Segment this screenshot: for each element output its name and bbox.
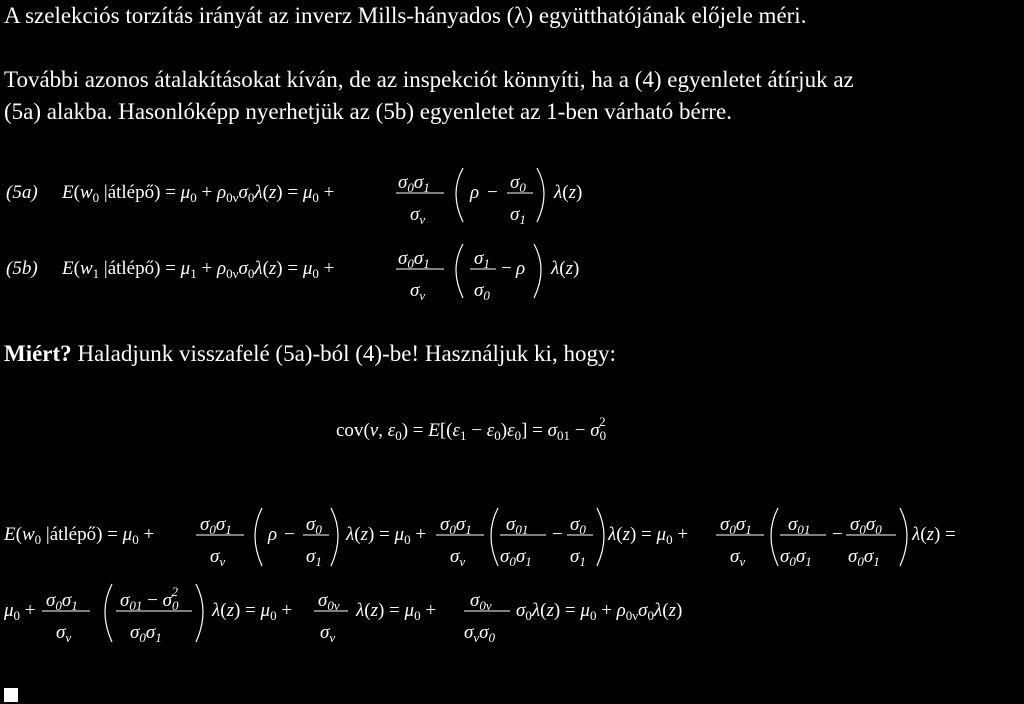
svg-text:σ0σ1: $\sigma_0\sigma_1$ xyxy=(130,622,162,645)
svg-text:σ0ν: $\sigma_{0\nu}$ xyxy=(318,590,340,613)
svg-text:λ(z) = μ0 +: $\lambda(z) = \mu_0$ + xyxy=(356,600,437,623)
svg-text:−: − xyxy=(832,524,843,545)
svg-text:σ0: $\sigma_0$ xyxy=(510,172,526,195)
svg-text:σν: $\sigma_\nu$ xyxy=(730,546,746,569)
svg-text:σ1: $\sigma_1$ xyxy=(510,204,526,227)
why-rest: Haladjunk visszafelé (5a)-ból (4)-be! Használjuk ki, hogy: xyxy=(71,341,616,366)
svg-text:−: − xyxy=(501,258,512,279)
derivation-line-2 xyxy=(0,576,1024,648)
svg-text:λ(z) = μ0 +: $\lambda(z) = \mu_0$ + xyxy=(608,524,689,547)
svg-text:ρ: ρ xyxy=(516,258,526,279)
svg-text:σν: $\sigma_\nu$ xyxy=(56,622,72,645)
svg-text:σ1: $\sigma_1$ xyxy=(570,546,586,569)
svg-text:cov(ν, ε0) = E[(ε1 − ε0)ε0] =: cov(ν, $\varepsilon_0) = E[(\varepsilon_1 - \varepsilon_0)\varepsilon_0] = \sigma_{01} - \sigma_02$ xyxy=(336,414,607,443)
svg-text:σ0σ1: $\sigma_0\sigma_1$ xyxy=(780,546,812,569)
paragraph-why xyxy=(4,338,616,370)
why-bold: Miért? xyxy=(4,341,72,366)
svg-text:μ0 +: $\mu_0$ + xyxy=(4,600,36,623)
svg-text:σ0λ(z) = μ0 + ρ0νσ0λ(z): $\sigma_0\lambda(z) = \mu_0 + \rho_{0\nu}\sigma_0\lambda(z)$ xyxy=(516,600,683,623)
svg-text:λ(z): λ(z) xyxy=(551,258,580,279)
svg-text:λ(z) = μ0 +: $\lambda(z) = \mu_0$ + xyxy=(212,600,293,623)
svg-text:σ0: $\sigma_0$ xyxy=(474,280,490,303)
equation-5b xyxy=(0,236,620,306)
end-of-proof-square xyxy=(4,688,18,702)
svg-text:σν: $\sigma_\nu$ xyxy=(410,204,426,227)
svg-text:E(w1 |átlépő) = μ1 + ρ0νσ0λ(z): $E(w_1$ |átlépő) = $\mu_1 + \rho_{0\nu}\sigma_0\lambda(z) = \mu_0$ + xyxy=(62,258,335,281)
paragraph-selection-bias: A szelekciós torzítás irányát az inverz Mills-hányados (λ) együtthatójának előjele méri. xyxy=(4,3,807,28)
svg-text:σ0σ1: $\sigma_0\sigma_1$ xyxy=(398,248,430,271)
svg-text:λ(z) = μ0 +: $\lambda(z) = \mu_0$ + xyxy=(346,524,427,547)
svg-text:σ0ν: $\sigma_{0\nu}$ xyxy=(470,590,492,613)
eq5b-label: (5b) xyxy=(6,258,38,279)
svg-text:−: − xyxy=(552,524,563,545)
svg-text:σ0σ0: $\sigma_0\sigma_0$ xyxy=(850,514,882,537)
svg-text:σ0σ1: $\sigma_0\sigma_1$ xyxy=(398,172,430,195)
paragraph-transform-line1: További azonos átalakításokat kíván, de az inspekciót könnyíti, ha a (4) egyenletet átírjuk az xyxy=(4,67,854,92)
paragraph-transform-line2: (5a) alakba. Hasonlóképp nyerhetjük az (5b) egyenletet az 1-ben várható bérre. xyxy=(4,99,732,124)
svg-text:ρ: ρ xyxy=(268,524,278,545)
svg-text:σ01 − σ02: $\sigma_{01} - \sigma_02$ xyxy=(120,584,179,613)
svg-text:σ01: $\sigma_{01}$ xyxy=(506,514,529,537)
eq5a-cond: átlépő xyxy=(107,182,155,203)
svg-text:σ0σ1: $\sigma_0\sigma_1$ xyxy=(200,514,232,537)
svg-text:σ01: $\sigma_{01}$ xyxy=(788,514,811,537)
svg-text:−: − xyxy=(284,524,295,545)
svg-text:σν: $\sigma_\nu$ xyxy=(210,546,226,569)
eq5b-cond: átlépő xyxy=(107,258,155,279)
deriv-cond: átlépő xyxy=(49,524,97,545)
svg-text:σ0σ1: $\sigma_0\sigma_1$ xyxy=(848,546,880,569)
svg-text:σν: $\sigma_\nu$ xyxy=(410,280,426,303)
derivation-line-1 xyxy=(0,500,1024,572)
svg-text:σ0: $\sigma_0$ xyxy=(306,514,322,537)
svg-text:σ0σ1: $\sigma_0\sigma_1$ xyxy=(500,546,532,569)
svg-text:λ(z) =: λ(z) = xyxy=(912,524,956,545)
svg-text:σ1: $\sigma_1$ xyxy=(306,546,322,569)
svg-text:σ0σ1: $\sigma_0\sigma_1$ xyxy=(720,514,752,537)
svg-text:σ0σ1: $\sigma_0\sigma_1$ xyxy=(440,514,472,537)
svg-text:σ1: $\sigma_1$ xyxy=(474,248,490,271)
svg-text:σ0σ1: $\sigma_0\sigma_1$ xyxy=(46,590,78,613)
svg-text:σ0: $\sigma_0$ xyxy=(570,514,586,537)
eq5a-label: (5a) xyxy=(6,182,38,203)
svg-text:σν: $\sigma_\nu$ xyxy=(450,546,466,569)
svg-text:σν: $\sigma_\nu$ xyxy=(320,622,336,645)
svg-text:λ(z): λ(z) xyxy=(554,182,583,203)
svg-text:E(w0 |átlépő) = μ0 + ρ0νσ0λ(z): $E(w_0$ |átlépő) = $\mu_0 + \rho_{0\nu}\sigma_0\lambda(z) = \mu_0$ + xyxy=(62,182,335,205)
svg-text:σνσ0: $\sigma_\nu\sigma_0$ xyxy=(464,622,496,645)
svg-text:ρ: ρ xyxy=(470,182,480,203)
cov-label: cov xyxy=(336,420,364,441)
equation-5a xyxy=(0,160,620,230)
svg-text:−: − xyxy=(487,182,498,203)
equation-covariance xyxy=(330,410,710,450)
svg-text:E(w0 |átlépő) = μ0 +: $E(w_0$ |átlépő) = $\mu_0$ + xyxy=(4,524,155,547)
